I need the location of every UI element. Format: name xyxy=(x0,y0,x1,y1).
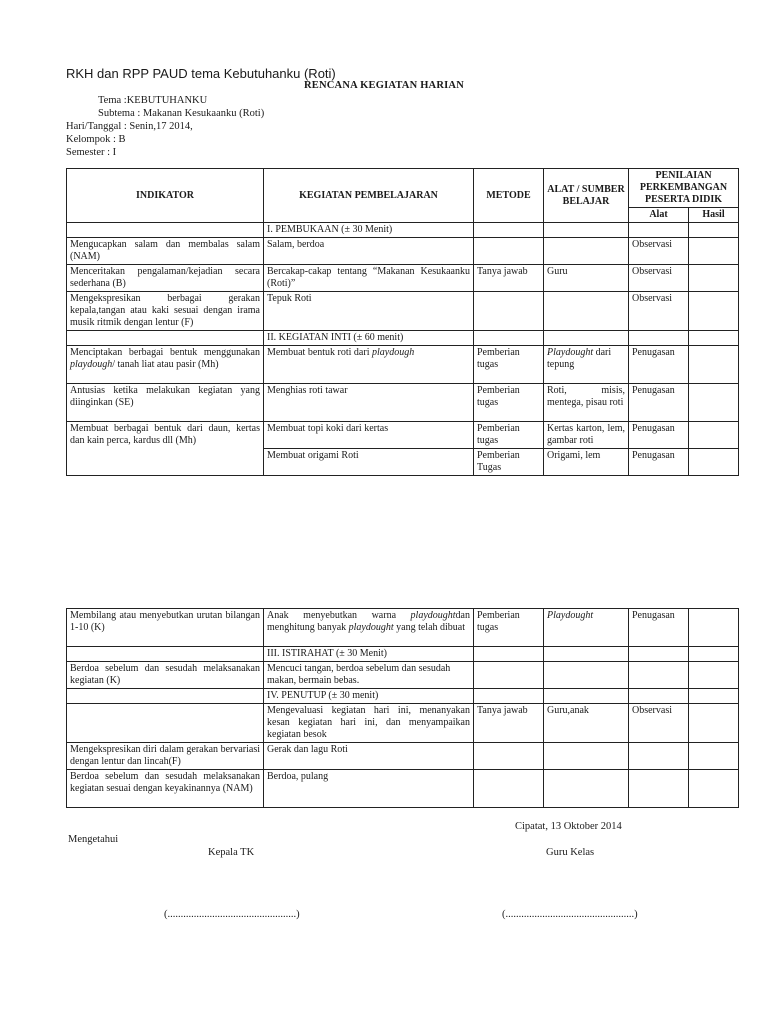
indikator-cell: Membuat berbagai bentuk dari daun, kertas dan kain perca, kardus dll (Mh) xyxy=(67,422,264,476)
sumber-cell xyxy=(544,770,629,808)
kegiatan-cell: Membuat origami Roti xyxy=(264,449,474,476)
metode-cell: Pemberian tugas xyxy=(474,384,544,422)
header-indikator: INDIKATOR xyxy=(67,169,264,223)
alat-cell: Penugasan xyxy=(629,609,689,647)
indikator-cell: Berdoa sebelum dan sesudah melaksanakan kegiatan sesuai dengan keyakinannya (NAM) xyxy=(67,770,264,808)
indikator-cell xyxy=(67,346,264,384)
sumber-text: dari tepung xyxy=(547,347,612,370)
alat-cell: Observasi xyxy=(629,292,689,331)
indikator-cell: Mengekspresikan diri dalam gerakan bervariasi dengan lentur dan lincah(F) xyxy=(67,743,264,770)
indikator-cell: Mengekspresikan berbagai gerakan kepala,tangan atau kaki sesuai dengan irama musik ritmik dengan lentur (F) xyxy=(67,292,264,331)
meta-semester: Semester : I xyxy=(66,147,117,158)
table-row xyxy=(67,743,739,770)
table-row xyxy=(67,384,739,422)
signature-line-right: (.................................................) xyxy=(502,909,638,920)
kegiatan-text-2: dan menghitung banyak xyxy=(267,610,470,633)
alat-cell xyxy=(629,743,689,770)
metode-cell xyxy=(474,662,544,689)
alat-cell xyxy=(629,662,689,689)
alat-cell: Observasi xyxy=(629,265,689,292)
hasil-cell xyxy=(689,449,739,476)
signature-line-left: (.................................................) xyxy=(164,909,300,920)
kegiatan-italic-2: playdought xyxy=(348,622,394,633)
kegiatan-text-3: yang telah dibuat xyxy=(393,622,466,633)
kegiatan-cell: Mengevaluasi kegiatan hari ini, menanyakan kesan kegiatan hari ini, dan menyampaikan kegiatan besok xyxy=(264,704,474,743)
kegiatan-cell: Membuat topi koki dari kertas xyxy=(264,422,474,449)
sumber-cell xyxy=(544,292,629,331)
alat-cell xyxy=(629,770,689,808)
indikator-cell: Menceritakan pengalaman/kejadian secara sederhana (B) xyxy=(67,265,264,292)
metode-cell: Pemberian tugas xyxy=(474,346,544,384)
empty-cell xyxy=(544,331,629,346)
section-pembukaan: I. PEMBUKAAN (± 30 Menit) xyxy=(264,223,474,238)
sumber-cell: Guru xyxy=(544,265,629,292)
sumber-cell: Kertas karton, lem, gambar roti xyxy=(544,422,629,449)
section-istirahat: III. ISTIRAHAT (± 30 Menit) xyxy=(264,647,474,662)
kegiatan-cell: Salam, berdoa xyxy=(264,238,474,265)
indikator-cell: Mengucapkan salam dan membalas salam (NAM) xyxy=(67,238,264,265)
alat-cell: Observasi xyxy=(629,704,689,743)
sumber-cell: Roti, misis, mentega, pisau roti xyxy=(544,384,629,422)
empty-cell xyxy=(474,647,544,662)
hasil-cell xyxy=(689,704,739,743)
section-penutup: IV. PENUTUP (± 30 menit) xyxy=(264,689,474,704)
header-hasil: Hasil xyxy=(689,208,739,223)
empty-cell xyxy=(67,689,264,704)
alat-cell: Observasi xyxy=(629,238,689,265)
empty-cell xyxy=(67,647,264,662)
hasil-cell xyxy=(689,609,739,647)
meta-subtema: Subtema : Makanan Kesukaanku (Roti) xyxy=(98,108,265,119)
section-kegiatan-inti: II. KEGIATAN INTI (± 60 menit) xyxy=(264,331,474,346)
header-alat-sumber: ALAT / SUMBER BELAJAR xyxy=(544,169,629,223)
empty-cell xyxy=(689,689,739,704)
hasil-cell xyxy=(689,743,739,770)
activity-table-1 xyxy=(66,168,739,476)
alat-cell: Penugasan xyxy=(629,449,689,476)
header-kegiatan: KEGIATAN PEMBELAJARAN xyxy=(264,169,474,223)
empty-cell xyxy=(474,331,544,346)
metode-cell: Pemberian tugas xyxy=(474,422,544,449)
header-penilaian: PENILAIAN PERKEMBANGAN PESERTA DIDIK xyxy=(629,169,739,208)
hasil-cell xyxy=(689,662,739,689)
indikator-text-2: / tanah liat atau pasir (Mh) xyxy=(112,359,219,370)
table-row xyxy=(67,346,739,384)
meta-hari-tanggal: Hari/Tanggal : Senin,17 2014, xyxy=(66,121,193,132)
metode-cell: Pemberian Tugas xyxy=(474,449,544,476)
empty-cell xyxy=(544,689,629,704)
sumber-cell: Playdought xyxy=(544,609,629,647)
table-row xyxy=(67,662,739,689)
sumber-italic: Playdought xyxy=(547,347,594,358)
header-metode: METODE xyxy=(474,169,544,223)
kegiatan-cell: Tepuk Roti xyxy=(264,292,474,331)
table-row xyxy=(67,238,739,265)
mengetahui-label: Mengetahui xyxy=(68,834,119,845)
table-row xyxy=(67,422,739,449)
kegiatan-italic: playdough xyxy=(371,347,415,358)
sumber-cell xyxy=(544,662,629,689)
metode-cell: Tanya jawab xyxy=(474,704,544,743)
header-alat: Alat xyxy=(629,208,689,223)
sumber-cell xyxy=(544,743,629,770)
empty-cell xyxy=(629,689,689,704)
empty-cell xyxy=(629,331,689,346)
meta-tema: Tema :KEBUTUHANKU xyxy=(98,95,208,106)
metode-cell xyxy=(474,743,544,770)
kegiatan-cell: Menghias roti tawar xyxy=(264,384,474,422)
kegiatan-cell: Berdoa, pulang xyxy=(264,770,474,808)
sumber-cell: Guru,anak xyxy=(544,704,629,743)
empty-cell xyxy=(544,647,629,662)
alat-cell: Penugasan xyxy=(629,384,689,422)
kegiatan-text: Anak menyebutkan warna xyxy=(267,610,411,621)
kegiatan-cell: Bercakap-cakap tentang “Makanan Kesukaanku (Roti)” xyxy=(264,265,474,292)
kegiatan-cell xyxy=(264,346,474,384)
hasil-cell xyxy=(689,265,739,292)
indikator-text: Menciptakan berbagai bentuk menggunakan xyxy=(70,347,260,358)
hasil-cell xyxy=(689,770,739,808)
kegiatan-cell: Mencuci tangan, berdoa sebelum dan sesudah makan, bermain bebas. xyxy=(264,662,474,689)
indikator-cell: Antusias ketika melakukan kegiatan yang diinginkan (SE) xyxy=(67,384,264,422)
indikator-italic: playdough xyxy=(70,359,113,370)
table-row xyxy=(67,292,739,331)
hasil-cell xyxy=(689,422,739,449)
alat-cell: Penugasan xyxy=(629,346,689,384)
hasil-cell xyxy=(689,346,739,384)
indikator-cell xyxy=(67,704,264,743)
place-date: Cipatat, 13 Oktober 2014 xyxy=(515,821,622,832)
hasil-cell xyxy=(689,238,739,265)
empty-cell xyxy=(474,689,544,704)
document-title: RKH dan RPP PAUD tema Kebutuhanku (Roti) xyxy=(66,66,336,81)
hasil-cell xyxy=(689,384,739,422)
table-row xyxy=(67,704,739,743)
empty-cell xyxy=(544,223,629,238)
meta-kelompok: Kelompok : B xyxy=(66,134,126,145)
kegiatan-cell: Gerak dan lagu Roti xyxy=(264,743,474,770)
table-row xyxy=(67,265,739,292)
kegiatan-italic: playdought xyxy=(410,610,456,621)
metode-cell: Tanya jawab xyxy=(474,265,544,292)
empty-cell xyxy=(629,223,689,238)
metode-cell xyxy=(474,770,544,808)
plan-heading: RENCANA KEGIATAN HARIAN xyxy=(304,80,464,91)
empty-cell xyxy=(629,647,689,662)
metode-cell: Pemberian tugas xyxy=(474,609,544,647)
activity-table-2 xyxy=(66,608,739,808)
kegiatan-cell xyxy=(264,609,474,647)
indikator-cell: Membilang atau menyebutkan urutan bilangan 1-10 (K) xyxy=(67,609,264,647)
indikator-cell: Berdoa sebelum dan sesudah melaksanakan kegiatan (K) xyxy=(67,662,264,689)
empty-cell xyxy=(474,223,544,238)
sumber-cell xyxy=(544,238,629,265)
empty-cell xyxy=(689,331,739,346)
alat-cell: Penugasan xyxy=(629,422,689,449)
hasil-cell xyxy=(689,292,739,331)
empty-cell xyxy=(689,647,739,662)
kegiatan-text: Membuat bentuk roti dari xyxy=(267,347,372,358)
metode-cell xyxy=(474,238,544,265)
sumber-cell xyxy=(544,346,629,384)
table-row xyxy=(67,770,739,808)
empty-cell xyxy=(67,331,264,346)
empty-cell xyxy=(689,223,739,238)
metode-cell xyxy=(474,292,544,331)
table-row xyxy=(67,609,739,647)
guru-kelas-label: Guru Kelas xyxy=(546,847,595,858)
kepala-tk-label: Kepala TK xyxy=(208,847,255,858)
empty-cell xyxy=(67,223,264,238)
sumber-cell: Origami, lem xyxy=(544,449,629,476)
